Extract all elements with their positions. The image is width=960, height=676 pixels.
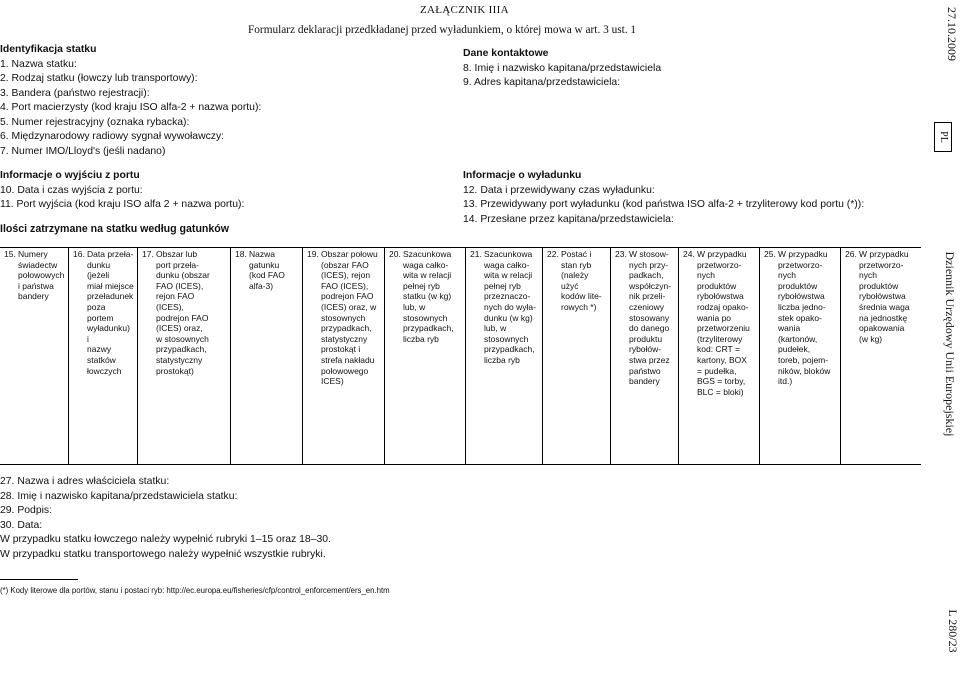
column-number: 15. (4, 249, 16, 259)
column-number: 16. (73, 249, 85, 259)
column-header: Data przeła- dunku (jeżeli miał miejsce przeładunek poza portem wyładunku) i nazwy statków łowczych (87, 249, 134, 376)
annex-title: ZAŁĄCZNIK IIIA (420, 4, 509, 16)
table-column (0, 248, 68, 464)
column-number: 23. (615, 249, 627, 259)
column-header: Numery świadectw połowowych i państwa bandery (18, 249, 65, 302)
column-number: 19. (307, 249, 319, 259)
section-heading: Identyfikacja statku (0, 44, 97, 55)
field-line: 6. Międzynarodowy radiowy sygnał wywoławczy: (0, 131, 225, 142)
column-header: Nazwa gatunku (kod FAO alfa-3) (249, 249, 285, 291)
column-number: 18. (235, 249, 247, 259)
table-column (542, 248, 610, 464)
field-line: 2. Rodzaj statku (łowczy lub transportowy): (0, 73, 198, 84)
instruction-line: W przypadku statku łowczego należy wypełnić rubryki 1–15 oraz 18–30. (0, 534, 331, 545)
contact-section (463, 47, 883, 91)
column-header: Szacunkowa waga całko- wita w relacji pełnej ryb statku (w kg) lub, w stosownych przypadkach, liczba ryb (403, 249, 454, 344)
field-line: 13. Przewidywany port wyładunku (kod państwa ISO alfa-2 + trzyliterowy kod portu (*)): (463, 199, 865, 210)
field-line: 4. Port macierzysty (kod kraju ISO alfa-2 + nazwa portu): (0, 102, 262, 113)
table-column (840, 248, 921, 464)
field-line: 3. Bandera (państwo rejestracji): (0, 87, 150, 99)
table-column (678, 248, 759, 464)
vessel-identification-section (0, 43, 430, 159)
departure-section (0, 169, 430, 213)
landing-section (463, 169, 933, 227)
table-column (465, 248, 542, 464)
field-line: 8. Imię i nazwisko kapitana/przedstawiciela (463, 62, 662, 74)
column-number: 20. (389, 249, 401, 259)
column-header: W przypadku przetworzo- nych produktów rybołówstwa rodzaj opako- wania po przetworzeniu (trzyliterowy kod: CRT = kartony, BOX = pudełka, BGS = torby, BLC = bloki) (697, 249, 750, 397)
margin-issue: L 280/23 (946, 609, 960, 653)
section-heading: Informacje o wyjściu z portu (0, 170, 140, 181)
field-line: 30. Data: (0, 519, 43, 531)
column-header: Postać i stan ryb (należy użyć kodów lite- rowych *) (561, 249, 602, 312)
column-header: Obszar lub port przeła- dunku (obszar FAO (ICES), rejon FAO (ICES), podrejon FAO (ICES) oraz, w stosownych przypadkach, statystyczny prostokąt) (156, 249, 210, 376)
column-header: W przypadku przetworzo- nych produktów rybołówstwa średnia waga na jednostkę opakowania (w kg) (859, 249, 910, 344)
field-line: 11. Port wyjścia (kod kraju ISO alfa 2 + nazwa portu): (0, 199, 245, 210)
catch-section-heading: Ilości zatrzymane na statku według gatunków (0, 223, 229, 235)
margin-language: PL (938, 131, 949, 143)
field-line: 29. Podpis: (0, 505, 52, 516)
column-header: Obszar połowu (obszar FAO (ICES), rejon FAO (ICES), podrejon FAO (ICES) oraz, w stosownych przypadkach, statystyczny prostokąt i strefa nakładu połowowego ICES) (321, 249, 378, 387)
column-header: W przypadku przetworzo- nych produktów rybołówstwa liczba jedno- stek opako- wania (kartonów, pudełek, toreb, pojem- ników, bloków itd.) (778, 249, 831, 387)
table-column (610, 248, 678, 464)
field-line: 9. Adres kapitana/przedstawiciela: (463, 77, 621, 88)
catch-table (0, 247, 921, 465)
column-number: 22. (547, 249, 559, 259)
footnote-divider (0, 579, 78, 580)
field-line: 1. Nazwa statku: (0, 58, 77, 70)
signature-section (0, 475, 331, 562)
field-line: 14. Przesłane przez kapitana/przedstawiciela: (463, 213, 674, 225)
instruction-line: W przypadku statku transportowego należy wypełnić wszystkie rubryki. (0, 548, 326, 560)
column-number: 26. (845, 249, 857, 259)
margin-journal-title: Dziennik Urzędowy Unii Europejskiej (943, 251, 957, 437)
field-line: 27. Nazwa i adres właściciela statku: (0, 476, 170, 487)
table-column (230, 248, 302, 464)
field-line: 12. Data i przewidywany czas wyładunku: (463, 184, 655, 196)
form-title: Formularz deklaracji przedkładanej przed wyładunkiem, o której mowa w art. 3 ust. 1 (248, 24, 637, 36)
field-line: 28. Imię i nazwisko kapitana/przedstawiciela statku: (0, 490, 238, 502)
table-column (68, 248, 137, 464)
column-header: W stosow- nych przy- padkach, współczyn- nik przeli- czeniowy stosowany do danego produktu rybołów- stwa przez państwo bandery (629, 249, 672, 387)
table-column (302, 248, 384, 464)
column-number: 21. (470, 249, 482, 259)
field-line: 7. Numer IMO/Lloyd's (jeśli nadano) (0, 145, 166, 157)
column-header: Szacunkowa waga całko- wita w relacji pełnej ryb przeznaczo- nych do wyła- dunku (w kg) lub, w stosownych przypadkach, liczba ryb (484, 249, 536, 365)
table-column (137, 248, 230, 464)
column-number: 24. (683, 249, 695, 259)
field-line: 5. Numer rejestracyjny (oznaka rybacka): (0, 116, 190, 128)
section-heading: Informacje o wyładunku (463, 170, 582, 181)
column-number: 17. (142, 249, 154, 259)
margin-date: 27.10.2009 (945, 7, 959, 61)
table-column (384, 248, 465, 464)
section-heading: Dane kontaktowe (463, 48, 549, 59)
footnote: (*) Kody literowe dla portów, stanu i postaci ryb: http://ec.europa.eu/fisheries/cfp/control_enforcement/ers_en.htm (0, 586, 390, 595)
column-number: 25. (764, 249, 776, 259)
table-column (759, 248, 840, 464)
field-line: 10. Data i czas wyjścia z portu: (0, 184, 143, 196)
